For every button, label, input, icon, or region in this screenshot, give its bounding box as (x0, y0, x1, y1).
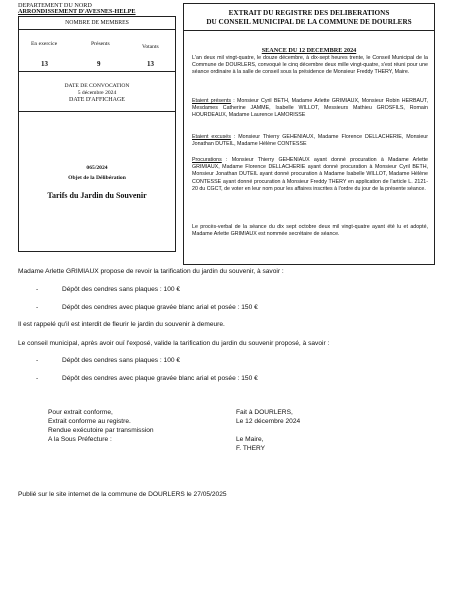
divider (184, 30, 434, 31)
intro-paragraph: L'an deux mil vingt-quatre, le douze décembre, à dix-sept heures trente, le Conseil Municipal de la Commune de DOURLERS, convoqué le cinq décembre deux mille vingt-quatre, s'est réuni pour une séance ordinaire à la salle de conseil sous la présidence de Monsieur Freddy THERY, Maire. (192, 55, 428, 76)
body-reminder: Il est rappelé qu'il est interdit de fleurir le jardin du souvenir à demeure. (18, 321, 225, 328)
procurations-paragraph (192, 157, 428, 193)
extract-title (184, 9, 434, 26)
bullet-marker: - (36, 304, 39, 311)
divider (19, 111, 175, 112)
bullet-marker: - (36, 286, 39, 293)
publication-note: Publié sur le site internet de la commune de DOURLERS le 27/05/2025 (18, 491, 227, 498)
signature-spacer (236, 426, 300, 435)
convocation-title: DATE DE CONVOCATION (64, 83, 130, 89)
procurations-label: Procurations (192, 157, 222, 163)
extract-box (183, 3, 435, 265)
tariff-item: Dépôt des cendres avec plaque gravée blanc arial et posée : 150 € (62, 375, 258, 382)
signature-right-line: Le Maire, (236, 436, 264, 443)
affichage-title: DATE D'AFFICHAGE (69, 97, 125, 103)
deliberation-number: 065/2024 (86, 165, 108, 171)
signature-left-line: Rendue exécutoire par transmission (48, 427, 154, 434)
excuses-paragraph (192, 134, 428, 148)
deliberation-subject: Tarifs du Jardin du Souvenir (47, 191, 147, 200)
excuses-label: Etaient excusés (192, 134, 231, 140)
divider (19, 29, 175, 30)
arrondissement-label: ARRONDISSEMENT D'AVESNES-HELPE (18, 8, 136, 15)
presents-text: : Monsieur Cyril BETH, Madame Arlette GRIMIAUX, Monsieur Robin HERBAUT, Mesdames Catherine JAMME, Isabelle WILLOT, Messieurs Mathieu GROSFILS, Romain HOURDEAUX, Madame Laurence LAMORISSE (192, 98, 428, 119)
tariff-item: Dépôt des cendres sans plaques : 100 € (62, 357, 181, 364)
deliberation-object-label: Objet de la Délibération (68, 175, 126, 181)
extract-title-line1: EXTRAIT DU REGISTRE DES DELIBERATIONS (228, 9, 390, 17)
members-title: NOMBRE DE MEMBRES (65, 20, 129, 26)
seance-date: SEANCE DU 12 DECEMBRE 2024 (261, 47, 357, 54)
bullet-marker: - (36, 357, 39, 364)
members-value-presents: 9 (97, 60, 101, 68)
signature-right-line: Fait à DOURLERS, (236, 409, 293, 416)
members-label-presents: Présents (91, 41, 110, 47)
bullet-marker: - (36, 375, 39, 382)
members-label-exercice: En exercice (31, 41, 58, 47)
meeting-info-box (18, 16, 176, 252)
members-label-votants: Votants (142, 44, 159, 50)
body-intro: Madame Arlette GRIMIAUX propose de revoir la tarification du jardin du souvenir, à savoir : (18, 268, 284, 275)
members-value-votants: 13 (147, 60, 154, 68)
procurations-text: : Monsieur Thierry GEHENIAUX ayant donné procuration à Madame Arlette GRIMIAUX, Madame Florence DELLACHERIE ayant donné procuration à Monsieur Cyril BETH, Monsieur Jonathan DUTEIL ayant donné procuration à Madame Isabelle WILLOT, Madame Hélène CONTESSE ayant donné procuration à Monsieur Freddy THERY en application de l'article L. 2121-20 du CGCT, de voter en leur nom pour les affaires inscrites à l'ordre du jour de la présente séance. (192, 157, 428, 192)
closing-paragraph: Le procès-verbal de la séance du dix sept octobre deux mil vingt-quatre ayant été lu et adopté, Madame Arlette GRIMIAUX est nommée secrétaire de séance. (192, 224, 428, 238)
presents-label: Etaient présents (192, 98, 232, 104)
signature-left-line: A la Sous Préfecture : (48, 436, 112, 443)
signature-right-line: Le 12 décembre 2024 (236, 418, 301, 425)
department-label: DEPARTEMENT DU NORD (18, 2, 92, 9)
excuses-text: : Monsieur Thierry GEHENIAUX, Madame Florence DELLACHERIE, Monsieur Jonathan DUTEIL, Madame Hélène CONTESSE (192, 134, 428, 148)
signature-left (48, 408, 154, 444)
signature-right (236, 408, 300, 453)
tariff-item: Dépôt des cendres sans plaques : 100 € (62, 286, 181, 293)
divider (19, 71, 175, 72)
signature-left-line: Extrait conforme au registre. (48, 418, 131, 425)
signature-left-line: Pour extrait conforme, (48, 409, 113, 416)
tariff-item: Dépôt des cendres avec plaque gravée blanc arial et posée : 150 € (62, 304, 258, 311)
members-value-exercice: 13 (41, 60, 48, 68)
body-decision: Le conseil municipal, après avoir ouï l'exposé, valide la tarification du jardin du souvenir proposé, à savoir : (18, 340, 330, 347)
signature-right-line: F. THERY (236, 445, 266, 452)
convocation-date: 5 décembre 2024 (77, 90, 117, 96)
extract-title-line2: DU CONSEIL MUNICIPAL DE LA COMMUNE DE DOURLERS (206, 17, 412, 26)
presents-paragraph (192, 98, 428, 120)
